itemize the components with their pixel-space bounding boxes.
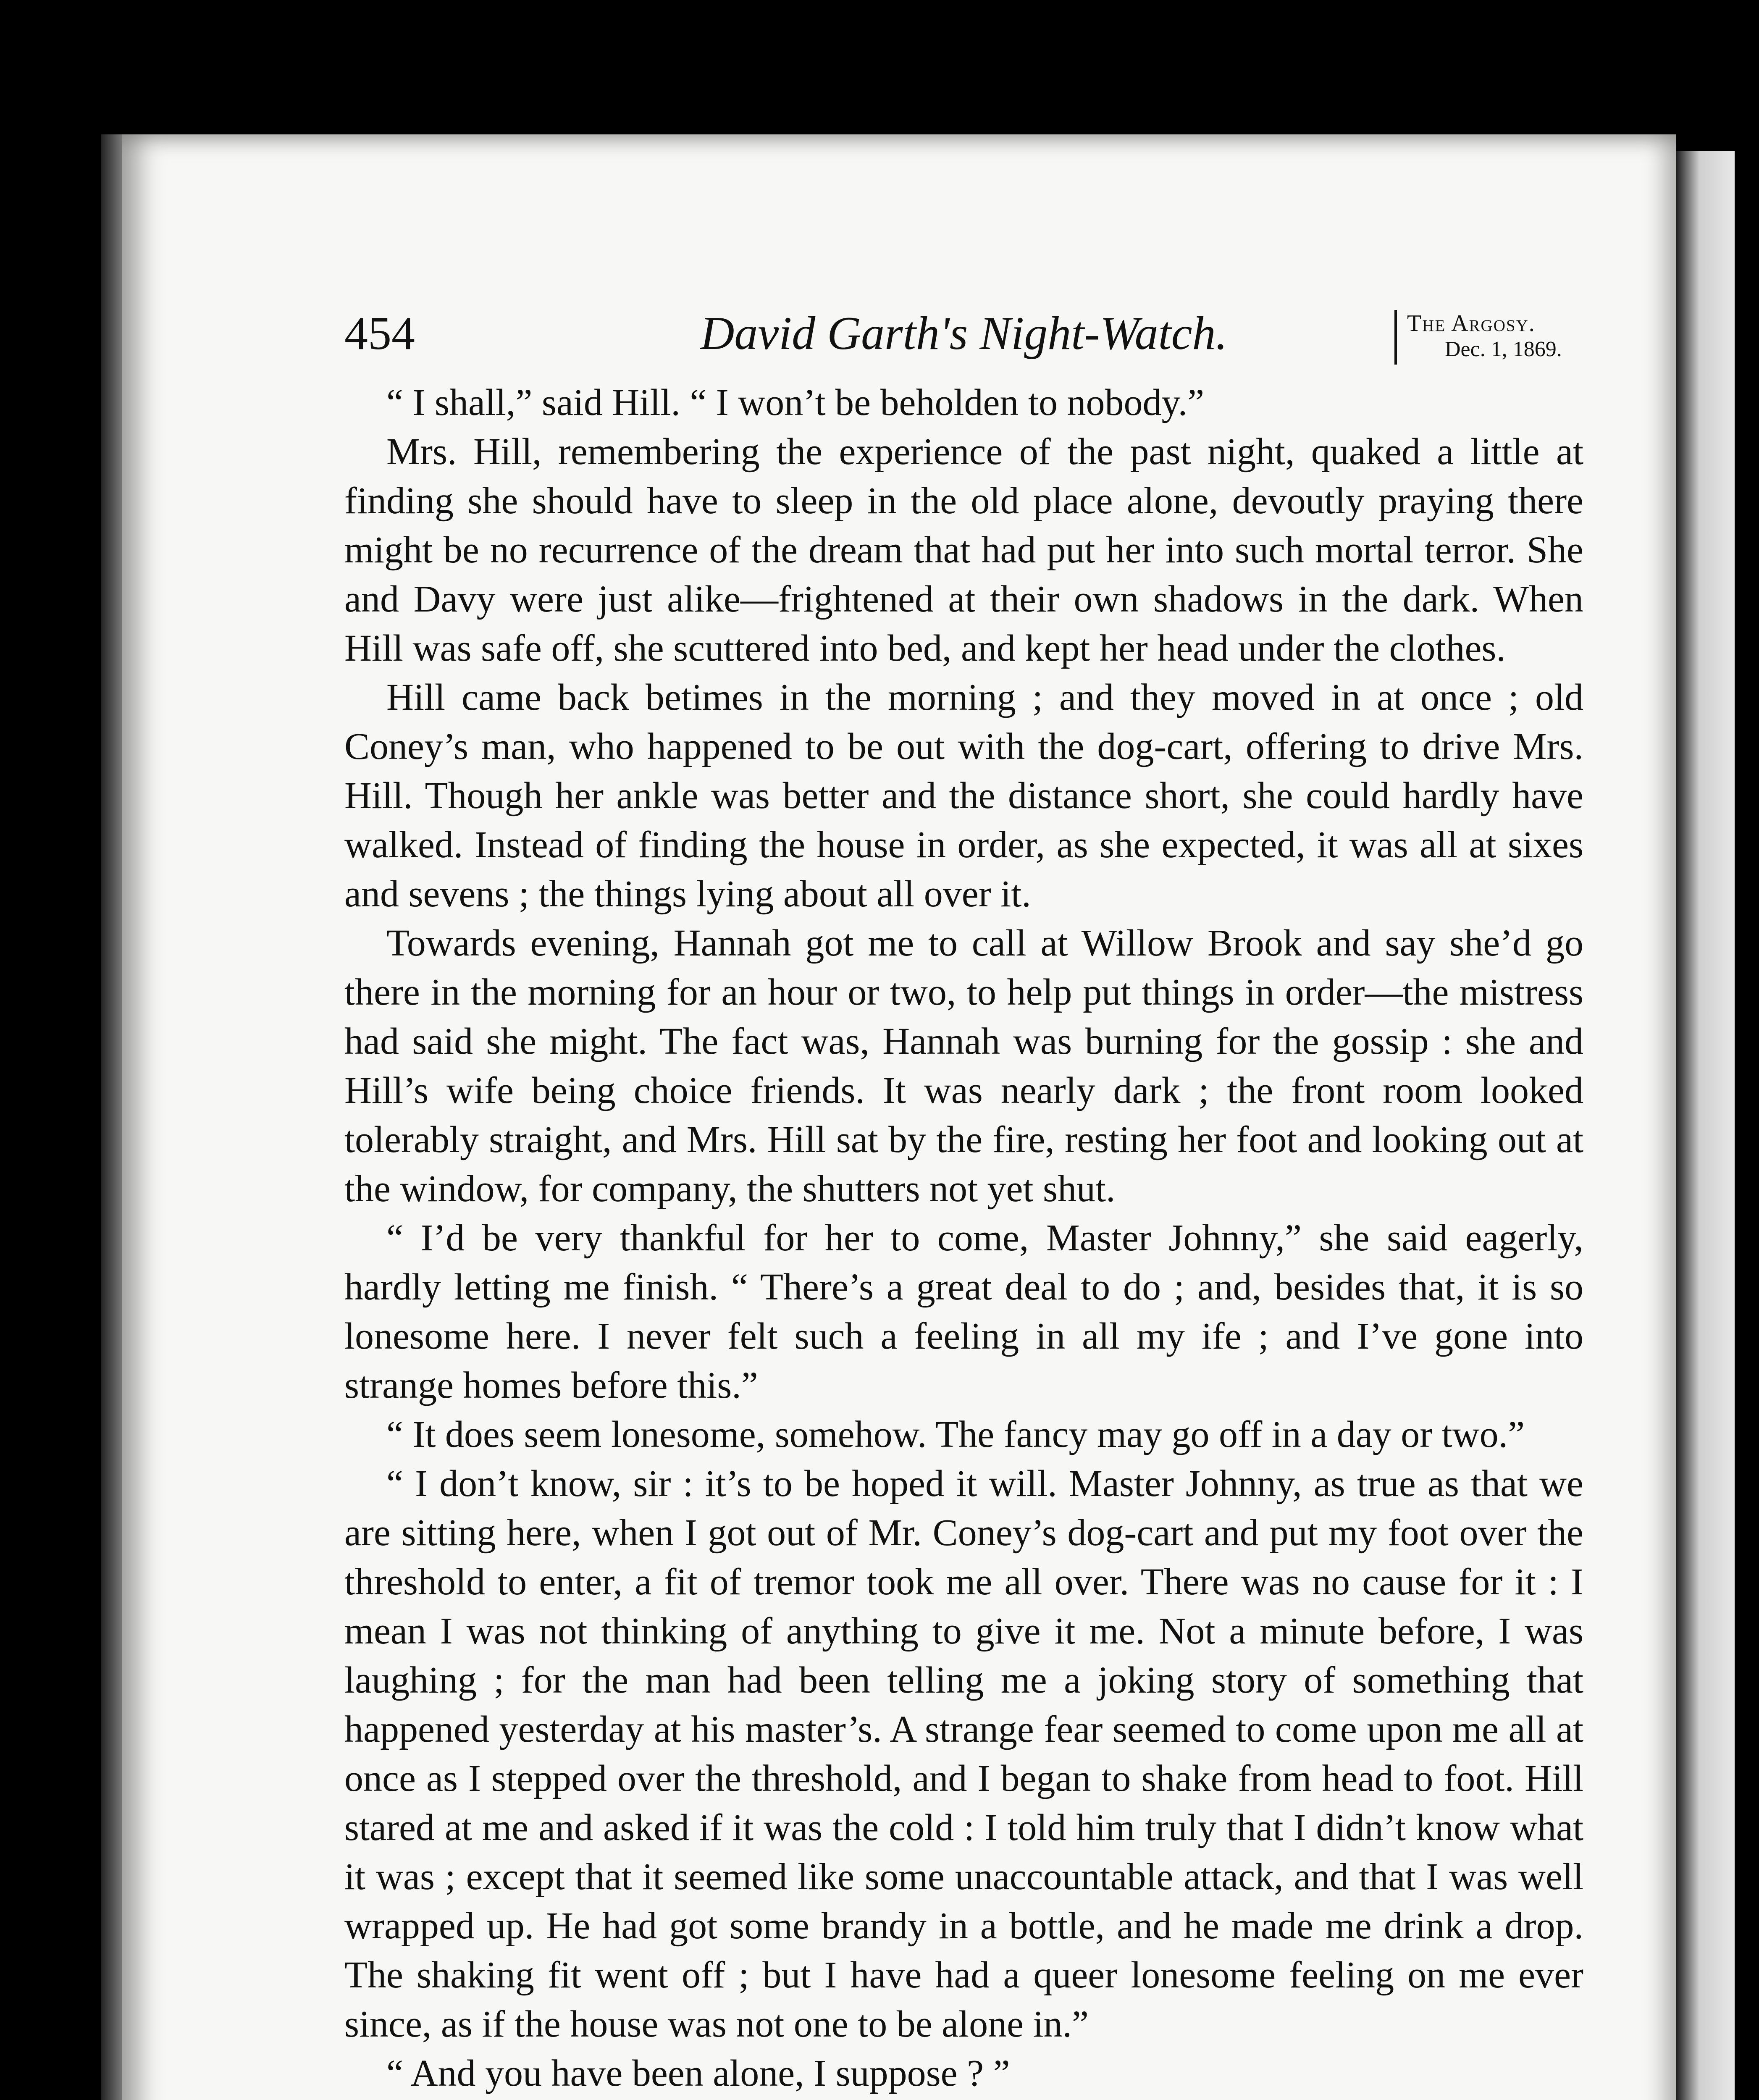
paragraph: “ And you have been alone, I suppose ? ” [386, 2053, 1010, 2094]
running-title: David Garth's Night-Watch. [700, 307, 1228, 360]
paragraph: “ It does seem lonesome, somehow. The fancy may go off in a day or two.” [386, 1414, 1525, 1455]
paragraph: Towards evening, Hannah got me to call at Willow Brook and say she’d go there in the morning for an hour or two, to help put things in order—the mistress had said she might. The fact was, Hannah was burning for the gossip : she and Hill’s wife being choice friends. It was nearly dark ; the front room looked tolerably straight, and Mrs. Hill sat by the fire, resting her foot and looking out at the window, for company, the shutters not yet shut. [344, 922, 1583, 1210]
page-header [344, 294, 1583, 370]
paragraph: “ I shall,” said Hill. “ I won’t be beholden to nobody.” [386, 382, 1205, 423]
paragraph: Mrs. Hill, remembering the experience of the past night, quaked a little at finding she should have to sleep in the old place alone, devoutly praying there might be no recurrence of the dream that had put her into such mortal terror. She and Davy were just alike—frightened at their own shadows in the dark. When Hill was safe off, she scuttered into bed, and kept her head under the clothes. [344, 431, 1583, 669]
paragraph: “ I’d be very thankful for her to come, Master Johnny,” she said eagerly, hardly letting me finish. “ There’s a great deal to do ; and, besides that, it is so lonesome here. I never felt such a feeling in all my ife ; and I’ve gone into strange homes before this.” [344, 1217, 1583, 1406]
body-text [344, 378, 1583, 2100]
paragraph: “ I don’t know, sir : it’s to be hoped it will. Master Johnny, as true as that we are sitting here, when I got out of Mr. Coney’s dog-cart and put my foot over the threshold to enter, a fit of tremor took me all over. There was no cause for it : I mean I was not thinking of anything to give it me. Not a minute before, I was laughing ; for the man had been telling me a joking story of something that happened yesterday at his master’s. A strange fear seemed to come upon me all at once as I stepped over the threshold, and I began to shake from head to foot. Hill stared at me and asked if it was the cold : I told him truly that I didn’t know what it was ; except that it seemed like some unaccountable attack, and that I was well wrapped up. He had got some brandy in a bottle, and he made me drink a drop. The shaking fit went off ; but I have had a queer lonesome feeling on me ever since, as if the house was not one to be alone in.” [344, 1463, 1583, 2045]
facing-page-edge [1676, 151, 1735, 2100]
paragraph [344, 2098, 1583, 2100]
journal-date: Dec. 1, 1869. [1445, 337, 1562, 361]
journal-reference [1394, 310, 1583, 365]
page-number: 454 [344, 307, 415, 360]
paragraph: Hill came back betimes in the morning ; and they moved in at once ; old Coney’s man, who happened to be out with the dog-cart, offering to drive Mrs. Hill. Though her ankle was better and the distance short, she could hardly have walked. Instead of finding the house in order, as she expected, it was all at sixes and sevens ; the things lying about all over it. [344, 677, 1583, 915]
journal-name: The Argosy. [1407, 310, 1536, 336]
